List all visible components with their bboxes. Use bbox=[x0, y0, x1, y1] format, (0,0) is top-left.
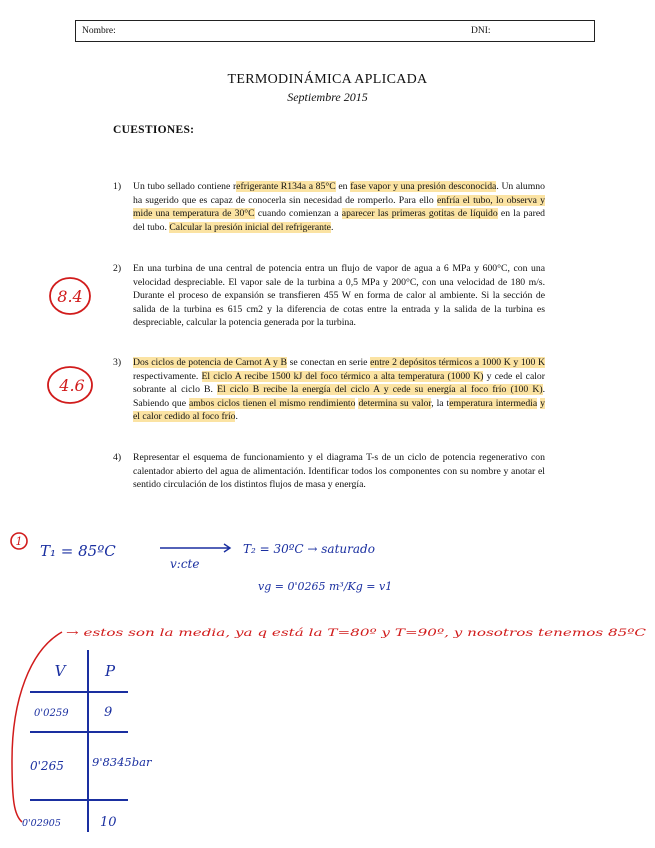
table-cell: 0'02905 bbox=[22, 818, 61, 829]
highlighted-text: ambos ciclos tienen el mismo rendimiento bbox=[188, 397, 356, 409]
text-run: Un tubo sellado contiene r bbox=[133, 181, 237, 192]
text-run: . Sabiendo que bbox=[133, 384, 545, 409]
highlighted-text: determina su valor bbox=[358, 397, 432, 409]
exam-title: TERMODINÁMICA APLICADA bbox=[227, 72, 428, 87]
text-run: , la t bbox=[431, 397, 450, 409]
text-run: se conectan en serie bbox=[286, 357, 371, 368]
hw-vg: vg = 0'0265 m³/Kg = v1 bbox=[258, 580, 393, 593]
text-run: cuando comienzan a bbox=[254, 208, 342, 220]
table-header-p: P bbox=[104, 662, 116, 680]
table-cell: 0'265 bbox=[30, 759, 64, 773]
highlighted-text: efrigerante R134a a 85°C bbox=[236, 181, 336, 192]
highlighted-text: aparecer las primeras gotitas de líquido bbox=[341, 208, 498, 220]
highlighted-text: Dos ciclos de potencia de Carnot A y B bbox=[133, 357, 287, 368]
hw-t2: T₂ = 30ºC → saturado bbox=[243, 542, 375, 556]
grade-q3: 4.6 bbox=[59, 376, 85, 395]
bracket-icon bbox=[12, 632, 62, 822]
section-heading: CUESTIONES: bbox=[113, 124, 195, 136]
dni-label: DNI: bbox=[471, 26, 491, 36]
table-header-v: V bbox=[54, 662, 66, 680]
text-run: . Un alumno ha sugerido que es capaz de conocerla sin necesidad de romperlo. Para ello bbox=[133, 181, 545, 206]
table-cell: 0'0259 bbox=[34, 708, 69, 719]
grade-q2: 8.4 bbox=[57, 287, 83, 306]
exam-subtitle: Septiembre 2015 bbox=[287, 90, 368, 104]
highlighted-text: fase vapor y una presión desconocida bbox=[350, 181, 497, 192]
hw-note: → estos son la media, ya q está la T=80º y T=90º, y nosotros tenemos 85ºC bbox=[66, 627, 646, 639]
table-cell: 9 bbox=[104, 705, 113, 720]
question-number: 1) bbox=[113, 181, 122, 192]
highlighted-text: Calcular la presión inicial del refrigerante bbox=[169, 221, 331, 233]
highlighted-text: enfría el tubo, lo observa y mide una temperatura de 30°C bbox=[133, 194, 545, 220]
table-cell: 9'8345bar bbox=[92, 755, 152, 769]
highlighted-text: entre 2 depósitos térmicos a 1000 K y 100 K bbox=[370, 357, 545, 368]
highlighted-text: El ciclo A recibe 1500 kJ del foco térmico a alta temperatura (1000 K) bbox=[201, 370, 484, 382]
question-number: 4) bbox=[113, 452, 122, 463]
text-run: . bbox=[330, 221, 334, 233]
process-arrow-icon bbox=[160, 544, 230, 552]
text-run: Representar el esquema de funcionamiento y el diagrama T-s de un ciclo de potencia regenerativo con calentador abierto del agua de alimentación. Identificar todos los componentes con su nombre y anotar el sentido circulación de los distintos flujos de masa y energía. bbox=[133, 452, 545, 491]
hw-process: v:cte bbox=[170, 557, 200, 571]
highlighted-text: emperatura intermedia bbox=[449, 397, 538, 409]
table-cell: 10 bbox=[100, 815, 117, 830]
text-run: y cede el calor sobrante al ciclo B. bbox=[133, 370, 546, 396]
name-label: Nombre: bbox=[82, 26, 116, 36]
question-number: 3) bbox=[113, 357, 122, 368]
item-number: 1 bbox=[15, 535, 23, 548]
text-run: . bbox=[235, 411, 238, 423]
text-run: respectivamente. bbox=[133, 370, 202, 382]
text-run: en bbox=[335, 181, 351, 192]
text-run: En una turbina de una central de potencia entra un flujo de vapor de agua a 6 MPa y 600°C, con una velocidad despreciable. El vapor sale de la turbina a 0,5 MPa y 200°C, con una velocidad de 180 m/s. Durante el proceso de expansión se transfieren 455 W en forma de calor al ambiente. Si la sección de salida de la turbina es 615 cm2 y la diferencia de cotas entre la entrada y la salida de la turbina es despreciable, calcular la potencia generada por la turbina. bbox=[133, 263, 545, 329]
text-run: en la pared del tubo. bbox=[133, 208, 546, 233]
highlighted-text: El ciclo B recibe la energía del ciclo A y cede su energía al foco frío (100 K) bbox=[217, 384, 543, 396]
highlighted-text: y el calor cedido al foco frío bbox=[133, 397, 545, 423]
hw-t1: T₁ = 85ºC bbox=[40, 542, 116, 560]
question-number: 2) bbox=[113, 263, 122, 274]
